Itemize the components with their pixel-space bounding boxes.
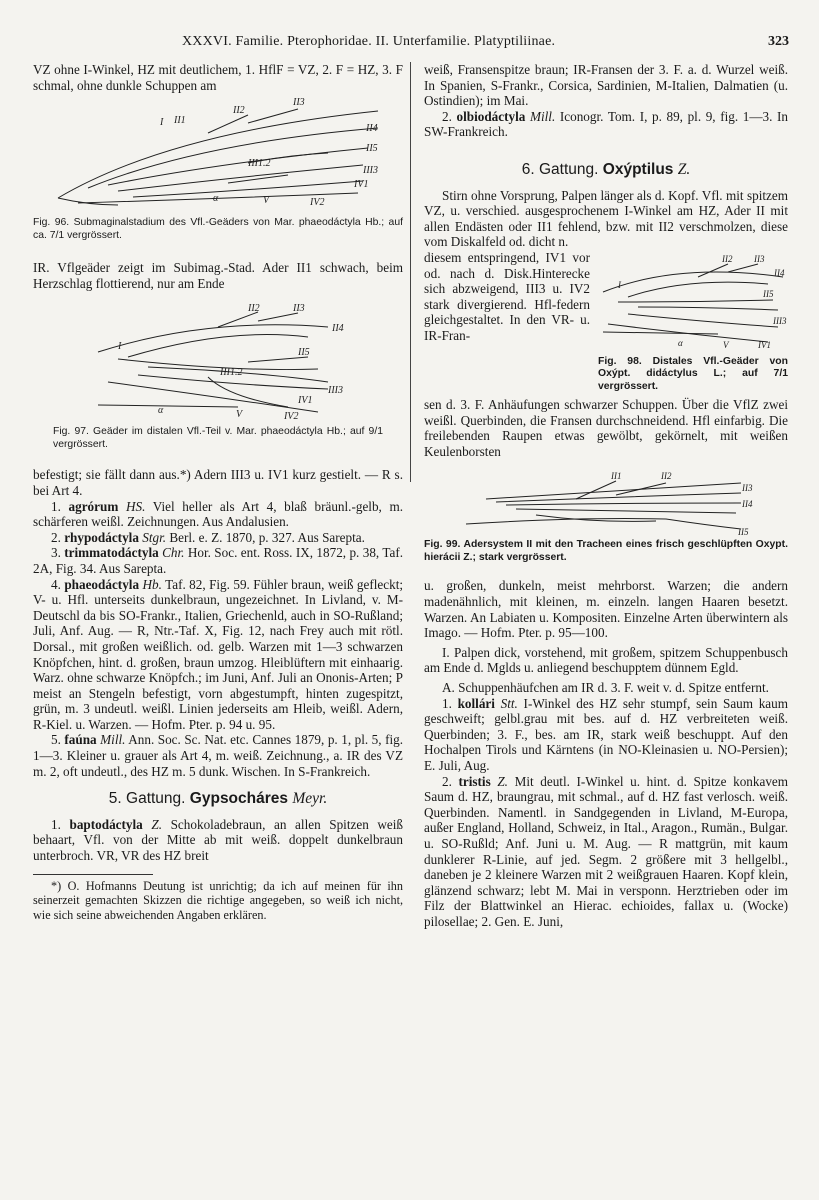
fig96-label: II5: [366, 143, 378, 155]
species-entry: 2. tristis Z. Mit deutl. I-Winkel u. hint. d. Spitze konkavem Saum d. HZ, braungrau, mit schmal., auf d. HZ fast verlosch. weiß. Querbinden. Namentl. in Sandgegenden in Livland, M-Europa, außer England, Holland, Schweiz, in Ital., Aragon., Rumän., Bulgar. u. SO-Rußld; Anf. Juni u. M. Aug. — R mattgrün, mit kaum dunklerer R-Linie, auf jed. Segm. 2 größere mit 3 hellgelbl., daneben je 2 kleinere Warzen mit 2 weißgrauen Haaren. Kopf klein, glänzend schwarz; lebt M. Mai in versponn. Herztrieben oder im Filz der Blattwinkel an Hierac. echioides, fallax u. (Wocke) pilosellae; 2. Gen. E. Juni,: [424, 773, 789, 929]
figure-96-caption: Fig. 96. Submaginalstadium des Vfl.-Geäders von Mar. phaeodáctyla Hb.; auf ca. 7/1 vergrössert.: [33, 217, 403, 241]
fig96-label: II3: [293, 97, 305, 109]
continuation-text: weiß, Fransenspitze braun; IR-Fransen der 3. F. a. d. Wurzel weiß. In Spanien, S-Frankr., Corsica, Sardinien, M-Italien, Dalmatien (u. Ostindien); im Mai.: [424, 62, 788, 109]
fig97-label: I: [118, 341, 122, 353]
figure-98-box: [598, 252, 788, 393]
fig98-label: II2: [722, 253, 733, 264]
fig99-label: II5: [738, 527, 749, 538]
fig98-label: II4: [774, 267, 785, 278]
fig97-label: IV1: [298, 395, 313, 407]
species-name: faúna: [64, 732, 97, 748]
fig96-label: IV1: [354, 179, 369, 191]
species-author: Hb.: [142, 576, 162, 592]
fig97-label: IV2: [284, 411, 299, 423]
fig98-label: I: [618, 279, 621, 290]
fig97-label: II3: [293, 303, 305, 315]
genus-name: Gypsocháres: [189, 790, 289, 808]
genus-6-description-continued: sen d. 3. F. Anhäufungen schwarzer Schuppen. Über die VflZ zwei weißl. Querbinden, die Fransen durchschneidend. Hfl einfarbig. Die freilebenden Raupen etwas gewölbt, gekörnelt, mit weißen Keulenborsten: [424, 397, 788, 459]
species-author: Mill.: [100, 732, 126, 748]
fig96-label: IV2: [310, 197, 325, 209]
fig98-label: α: [678, 337, 683, 348]
species-entry: 1. baptodáctyla Z. Schokoladebraun, an allen Spitzen weiß behaart, Vfl. von der Mitte ab mit weiß. doppelt dunkelbraun unterbroch. VR, VR des HZ breit: [33, 816, 404, 864]
intro-text: VZ ohne I-Winkel, HZ mit deutlichem, 1. HflF = VZ, 2. F = HZ, 3. F schmal, ohne dunkle Schuppen am: [33, 62, 403, 93]
figure-99-caption: Fig. 99. Adersystem II mit den Tracheen eines frisch geschlüpften Oxypt. hierácii Z.; stark vergrössert.: [424, 539, 788, 563]
species-author: HS.: [125, 498, 146, 514]
fig96-label: II2: [233, 105, 245, 117]
species-name: trimmatodáctyla: [64, 545, 159, 561]
fig97-label: II4: [332, 323, 344, 335]
species-name: kollári: [457, 695, 495, 711]
figure-99-vein-system: [456, 469, 756, 539]
genus-6-heading: 6. Gattung. Oxýptilus Z.: [521, 160, 691, 178]
fig98-label: IV1: [758, 339, 771, 350]
fig96-label: III1.2: [248, 158, 271, 170]
species-entry: 5. faúna Mill. Ann. Soc. Sc. Nat. etc. Cannes 1879, p. 1, pl. 5, fig. 1—3. Kleiner u. grauer als Art 4, m. weiß. Zeichnung., a. IR des VZ m. 2, oft undeutl., des HZ m. 5 dunk. Wischen. In S-Frankreich.: [33, 732, 404, 779]
fig98-label: III3: [773, 315, 787, 326]
running-head: XXXVI. Familie. Pterophoridae. II. Unterfamilie. Platyptiliinae.: [182, 34, 556, 49]
fig96-label: III3: [363, 165, 378, 177]
fig97-label: V: [236, 409, 243, 421]
species-name: phaeodáctyla: [64, 576, 140, 592]
fig96-label: α: [213, 193, 219, 205]
fig97-label: II5: [298, 347, 310, 359]
species-name: baptodáctyla: [69, 816, 143, 832]
fig96-label: II4: [366, 123, 378, 135]
figure-97-wing-venation: [88, 297, 348, 422]
after-figure-text: befestigt; sie fällt dann aus.*) Adern III3 u. IV1 kurz gestielt. — R s. bei Art 4.: [33, 467, 403, 498]
figure-96-wing-venation: [48, 93, 388, 213]
genus-name: Oxýptilus: [602, 160, 674, 178]
fig97-label: III1.2: [220, 367, 243, 379]
fig98-label: II3: [754, 253, 765, 264]
ir-paragraph: IR. Vflgeäder zeigt im Subimag.-Stad. Ader II1 schwach, beim Herzschlag flottierend, nur am Ende: [33, 260, 403, 291]
fig99-label: II3: [742, 483, 753, 494]
species-author: Mill.: [529, 108, 556, 124]
genus-5-heading: 5. Gattung. Gypsocháres Meyr.: [108, 790, 328, 808]
species-author: Z.: [151, 816, 162, 832]
species-name: tristis: [458, 773, 491, 789]
species-entry: 2. rhypodáctyla Stgr. Berl. e. Z. 1870, p. 327. Aus Sarepta.: [51, 529, 365, 545]
fig97-label: III3: [328, 385, 343, 397]
species-name: rhypodáctyla: [64, 529, 139, 545]
right-column: [424, 62, 788, 929]
species-author: Chr.: [162, 545, 185, 561]
fig98-label: II5: [763, 288, 774, 299]
after-figure-99-text: u. großen, dunkeln, meist mehrborst. Warzen; die andern madenähnlich, mit kleinen, m. einzeln. langen Haaren besetzt. Warzen. An Labiaten u. Kompositen. Einzelne Arten überwintern als Imago. — Hofm. Pter. p. 95—100.: [424, 578, 788, 641]
genus-6-description-wrapped: diesem entspringend, IV1 vor od. nach d. Disk.Hinterecke sich abzweigend, III3 u. IV2 stark divergierend. Hfl-federn gleichgestaltet. In den VR- u. IR-Fran-: [424, 249, 590, 343]
species-author: Stt.: [500, 695, 518, 711]
footnote-rule: [33, 874, 153, 875]
fig96-label: I: [160, 117, 164, 129]
species-entry: 3. trimmatodáctyla Chr. Hor. Soc. ent. Ross. IX, 1872, p. 38, Taf. 2A, Fig. 34. Aus Sarepta.: [33, 545, 404, 576]
species-author: Z.: [497, 773, 508, 789]
species-name: olbiodáctyla: [456, 108, 526, 124]
page-header: [0, 34, 819, 54]
species-list-genus-4: [33, 499, 403, 780]
figure-98-caption: Fig. 98. Distales Vfl.-Geäder von Oxýpt. didáctylus L.; auf 7/1 vergrössert.: [598, 355, 788, 392]
species-entry: 2. olbiodáctyla Mill. Iconogr. Tom. I, p. 89, pl. 9, fig. 1—3. In SW-Frankreich.: [424, 108, 789, 140]
footnote: *) O. Hofmanns Deutung ist unrichtig; da ich auf meinen für ihn seinerzeit gemachten Skizzen die richtige angegeben, so weiß ich nicht, wie sich seine abweichenden Angaben erklären.: [33, 878, 403, 922]
fig97-label: II2: [248, 303, 260, 315]
section-I: I. Palpen dick, vorstehend, mit großem, spitzem Schuppenbusch am Ende d. Mglds u. anliegend beschupptem dünnem Egld.: [424, 644, 788, 676]
fig96-label: V: [263, 195, 270, 207]
species-name: agrórum: [68, 498, 119, 514]
species-entry: 1. agrórum HS. Viel heller als Art 4, blaß bräunl.-gelb, m. schärferen weißl. Zeichnungen. Aus Andalusien.: [33, 498, 404, 530]
fig99-label: II4: [742, 499, 753, 510]
genus-6-description: Stirn ohne Vorsprung, Palpen länger als d. Kopf. Vfl. mit spitzem VZ, u. verschied. ausgesprochenem I-Winkel am HZ, Ader II mit allen Endästen oder II1 fehlend, bzw. mit II2 verschmolzen, diese vom Diskalfeld od. dicht n.: [424, 187, 788, 250]
fig98-label: V: [723, 339, 729, 350]
fig99-label: II1: [611, 471, 622, 482]
fig99-label: II2: [661, 471, 672, 482]
section-A: A. Schuppenhäufchen am IR d. 3. F. weit v. d. Spitze entfernt.: [442, 679, 769, 695]
species-author: Stgr.: [142, 529, 167, 545]
column-divider: [410, 62, 411, 482]
fig97-label: α: [158, 405, 164, 417]
left-column: [33, 62, 403, 922]
species-entry: 1. kollári Stt. I-Winkel des HZ sehr stumpf, sein Saum kaum geschweift; gelbl.grau mit bes. auf d. HZ verbreiteten weiß. Querbinden; 3. F., bes. am IR, stark weiß beschuppt. Auf den Hochalpen Tirols und Kärntens (in NO-Kleinasien u. NO-Persien); E. Juli, Aug.: [424, 695, 789, 773]
species-entry: 4. phaeodáctyla Hb. Taf. 82, Fig. 59. Fühler braun, weiß gefleckt; V- u. Hfl. unterseits dunkelbraun, ungezeichnet. In Livland, v. M-Deutschl da bis SO-Frankr., Italien, Griechenld, auch in SO-Rußland; Juli, Anf. Aug. — R, Ntr.-Taf. X, Fig. 12, nach Frey auch mit rötl. Dorsal., mit großen weißlich. od. gelb. Warzen mit 1—3 schwarzen Knöpfchen, hint. d. großen, braun umzog. Hleiblüftern mit einhaarig. Warz. ohne schwarze Knöpfch.; im Juni, Anf. Juli an Ononis-Arten; P meist an Stengeln befestigt, vorn abgestumpft, hinten zugespitzt, grün, m. 3 undeutl. weißl. Linien jederseits am Hleib, weißl. Adern, R-Kiel. u. Warzen. — Hofm. Pter. p. 94 u. 95.: [33, 576, 404, 732]
figure-97-caption: Fig. 97. Geäder im distalen Vfl.-Teil v. Mar. phaeodáctyla Hb.; auf 9/1 vergrössert.: [53, 426, 383, 450]
figure-98-wing-venation: [598, 252, 788, 352]
page-number: 323: [768, 34, 789, 49]
fig96-label: II1: [174, 115, 186, 127]
